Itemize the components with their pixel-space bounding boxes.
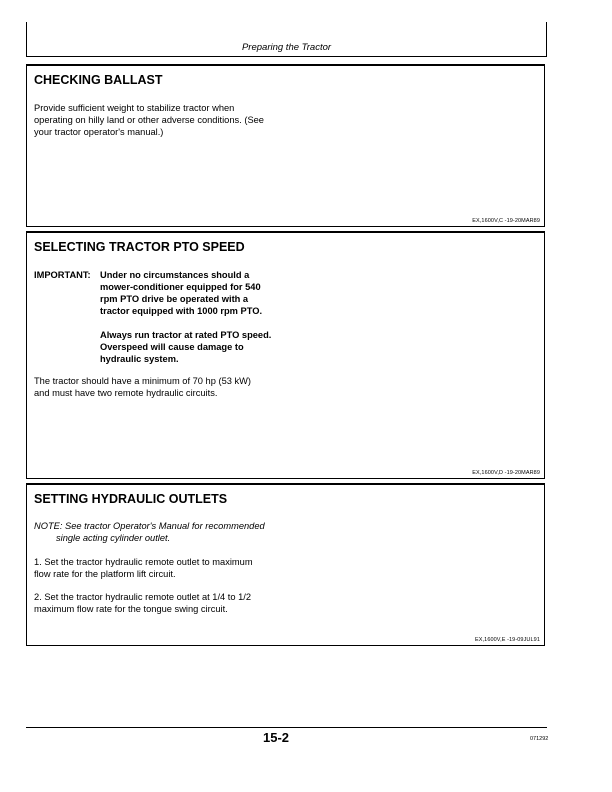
note-block	[34, 520, 265, 544]
section-title: CHECKING BALLAST	[34, 73, 163, 87]
text-line: maximum flow rate for the tongue swing circuit.	[34, 604, 228, 614]
text-line: your tractor operator's manual.)	[34, 127, 164, 137]
step-2	[34, 591, 251, 615]
text-line: flow rate for the platform lift circuit.	[34, 569, 176, 579]
text-line: rpm PTO drive be operated with a	[100, 294, 249, 304]
text-line: and must have two remote hydraulic circuits.	[34, 388, 218, 398]
document-code: 071292	[530, 736, 549, 742]
important-paragraph	[100, 269, 300, 317]
text-line: hydraulic system.	[100, 354, 179, 364]
reference-code: EX,1600V,C -19-20MAR89	[472, 218, 540, 224]
note-line: single acting cylinder outlet.	[56, 533, 171, 543]
section-body	[34, 102, 264, 138]
section-selecting-pto-speed	[26, 231, 545, 479]
running-head: Preparing the Tractor	[26, 42, 547, 57]
section-checking-ballast	[26, 64, 545, 227]
text-line: Always run tractor at rated PTO speed.	[100, 330, 272, 340]
note-line: NOTE: See tractor Operator's Manual for recommended	[34, 521, 265, 531]
text-line: tractor equipped with 1000 rpm PTO.	[100, 306, 263, 316]
section-title: SELECTING TRACTOR PTO SPEED	[34, 240, 245, 254]
text-line: mower-conditioner equipped for 540	[100, 282, 261, 292]
footer-rule	[26, 727, 547, 728]
step-1	[34, 556, 253, 580]
section-title: SETTING HYDRAULIC OUTLETS	[34, 492, 228, 506]
text-line: Provide sufficient weight to stabilize tractor when	[34, 103, 235, 113]
page-number: 15-2	[263, 730, 290, 745]
important-label: IMPORTANT:	[34, 270, 91, 280]
important-block	[34, 269, 300, 377]
text-line: Overspeed will cause damage to	[100, 342, 244, 352]
important-paragraph	[100, 329, 300, 365]
reference-code: EX,1600V,D -19-20MAR89	[472, 470, 540, 476]
text-line: 1. Set the tractor hydraulic remote outlet to maximum	[34, 557, 253, 567]
text-line: The tractor should have a minimum of 70 hp (53 kW)	[34, 376, 252, 386]
text-line: operating on hilly land or other adverse conditions. (See	[34, 115, 264, 125]
reference-code: EX,1600V,E -19-09JUL91	[475, 637, 540, 643]
text-line: Under no circumstances should a	[100, 270, 250, 280]
section-body	[34, 375, 251, 399]
important-body	[100, 269, 300, 377]
section-setting-hydraulic-outlets	[26, 483, 545, 646]
text-line: 2. Set the tractor hydraulic remote outlet at 1/4 to 1/2	[34, 592, 252, 602]
